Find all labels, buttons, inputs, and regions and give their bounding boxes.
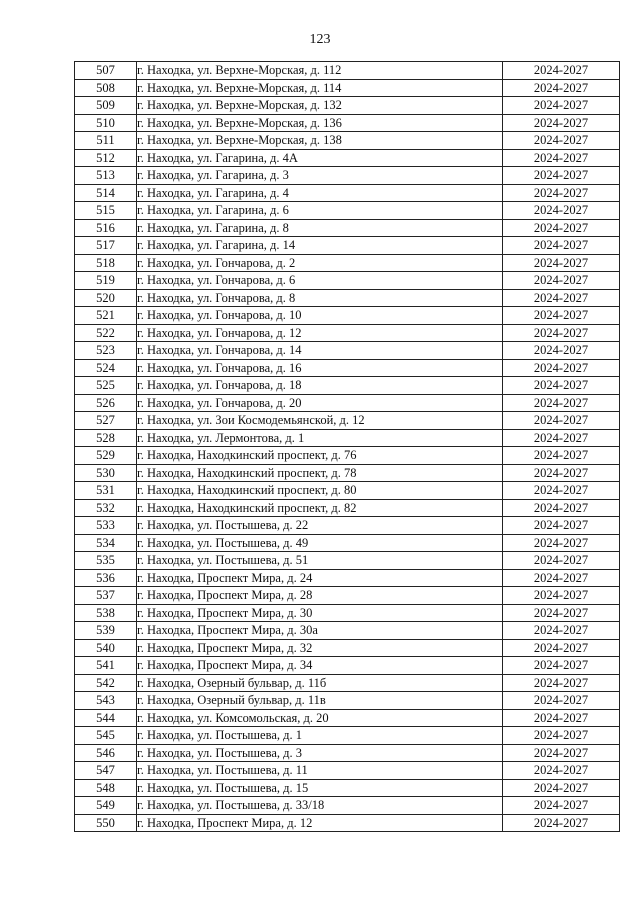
table-row [75,797,620,815]
period-cell: 2024-2027 [503,342,620,360]
period-cell: 2024-2027 [503,254,620,272]
address-cell: г. Находка, ул. Постышева, д. 51 [137,552,503,570]
table-row [75,552,620,570]
address-cell: г. Находка, ул. Комсомольская, д. 20 [137,709,503,727]
row-number-cell: 536 [75,569,137,587]
table-row [75,464,620,482]
period-cell: 2024-2027 [503,692,620,710]
row-number-cell: 528 [75,429,137,447]
period-cell: 2024-2027 [503,744,620,762]
address-cell: г. Находка, ул. Верхне-Морская, д. 138 [137,132,503,150]
row-number-cell: 533 [75,517,137,535]
address-cell: г. Находка, Проспект Мира, д. 24 [137,569,503,587]
row-number-cell: 511 [75,132,137,150]
row-number-cell: 510 [75,114,137,132]
table-row [75,149,620,167]
address-cell: г. Находка, ул. Постышева, д. 3 [137,744,503,762]
address-cell: г. Находка, ул. Гончарова, д. 12 [137,324,503,342]
period-cell: 2024-2027 [503,184,620,202]
row-number-cell: 539 [75,622,137,640]
period-cell: 2024-2027 [503,324,620,342]
address-cell: г. Находка, ул. Гончарова, д. 10 [137,307,503,325]
table-row [75,447,620,465]
address-cell: г. Находка, ул. Гагарина, д. 3 [137,167,503,185]
address-cell: г. Находка, Проспект Мира, д. 12 [137,814,503,832]
row-number-cell: 513 [75,167,137,185]
address-cell: г. Находка, ул. Гагарина, д. 8 [137,219,503,237]
period-cell: 2024-2027 [503,814,620,832]
row-number-cell: 516 [75,219,137,237]
period-cell: 2024-2027 [503,289,620,307]
table-row [75,202,620,220]
row-number-cell: 550 [75,814,137,832]
table-row [75,97,620,115]
address-cell: г. Находка, ул. Гончарова, д. 8 [137,289,503,307]
table-row [75,622,620,640]
address-cell: г. Находка, Проспект Мира, д. 32 [137,639,503,657]
row-number-cell: 514 [75,184,137,202]
period-cell: 2024-2027 [503,394,620,412]
address-cell: г. Находка, ул. Гагарина, д. 4 [137,184,503,202]
row-number-cell: 544 [75,709,137,727]
table-row [75,674,620,692]
period-cell: 2024-2027 [503,307,620,325]
period-cell: 2024-2027 [503,622,620,640]
period-cell: 2024-2027 [503,552,620,570]
row-number-cell: 532 [75,499,137,517]
table-row [75,569,620,587]
table-row [75,342,620,360]
address-cell: г. Находка, Проспект Мира, д. 30 [137,604,503,622]
period-cell: 2024-2027 [503,132,620,150]
period-cell: 2024-2027 [503,97,620,115]
period-cell: 2024-2027 [503,534,620,552]
table-row [75,377,620,395]
table-row [75,534,620,552]
row-number-cell: 534 [75,534,137,552]
period-cell: 2024-2027 [503,779,620,797]
table-row [75,62,620,80]
table-row [75,779,620,797]
row-number-cell: 519 [75,272,137,290]
period-cell: 2024-2027 [503,447,620,465]
row-number-cell: 541 [75,657,137,675]
row-number-cell: 546 [75,744,137,762]
address-cell: г. Находка, ул. Постышева, д. 49 [137,534,503,552]
period-cell: 2024-2027 [503,587,620,605]
table-row [75,482,620,500]
address-cell: г. Находка, ул. Гончарова, д. 6 [137,272,503,290]
row-number-cell: 531 [75,482,137,500]
period-cell: 2024-2027 [503,237,620,255]
row-number-cell: 525 [75,377,137,395]
row-number-cell: 515 [75,202,137,220]
table-row [75,394,620,412]
period-cell: 2024-2027 [503,219,620,237]
page-number: 123 [309,32,331,47]
period-cell: 2024-2027 [503,709,620,727]
table-row [75,639,620,657]
period-cell: 2024-2027 [503,499,620,517]
address-cell: г. Находка, ул. Зои Космодемьянской, д. 12 [137,412,503,430]
address-table-body [75,62,620,832]
table-row [75,237,620,255]
row-number-cell: 543 [75,692,137,710]
address-cell: г. Находка, ул. Гончарова, д. 16 [137,359,503,377]
row-number-cell: 529 [75,447,137,465]
row-number-cell: 549 [75,797,137,815]
address-cell: г. Находка, ул. Постышева, д. 33/18 [137,797,503,815]
period-cell: 2024-2027 [503,762,620,780]
row-number-cell: 518 [75,254,137,272]
period-cell: 2024-2027 [503,429,620,447]
period-cell: 2024-2027 [503,167,620,185]
row-number-cell: 521 [75,307,137,325]
table-row [75,744,620,762]
period-cell: 2024-2027 [503,359,620,377]
period-cell: 2024-2027 [503,79,620,97]
address-cell: г. Находка, ул. Гончарова, д. 14 [137,342,503,360]
address-cell: г. Находка, ул. Постышева, д. 22 [137,517,503,535]
table-row [75,727,620,745]
period-cell: 2024-2027 [503,797,620,815]
address-cell: г. Находка, Находкинский проспект, д. 78 [137,464,503,482]
period-cell: 2024-2027 [503,727,620,745]
address-cell: г. Находка, ул. Постышева, д. 11 [137,762,503,780]
address-cell: г. Находка, ул. Верхне-Морская, д. 114 [137,79,503,97]
period-cell: 2024-2027 [503,149,620,167]
address-cell: г. Находка, ул. Верхне-Морская, д. 132 [137,97,503,115]
table-row [75,324,620,342]
table-row [75,184,620,202]
row-number-cell: 524 [75,359,137,377]
table-row [75,167,620,185]
row-number-cell: 522 [75,324,137,342]
period-cell: 2024-2027 [503,604,620,622]
period-cell: 2024-2027 [503,114,620,132]
period-cell: 2024-2027 [503,517,620,535]
address-cell: г. Находка, ул. Гагарина, д. 4А [137,149,503,167]
table-row [75,307,620,325]
address-cell: г. Находка, ул. Гагарина, д. 14 [137,237,503,255]
row-number-cell: 526 [75,394,137,412]
table-row [75,517,620,535]
address-cell: г. Находка, ул. Гагарина, д. 6 [137,202,503,220]
period-cell: 2024-2027 [503,657,620,675]
address-cell: г. Находка, Находкинский проспект, д. 76 [137,447,503,465]
table-row [75,657,620,675]
period-cell: 2024-2027 [503,464,620,482]
row-number-cell: 547 [75,762,137,780]
address-cell: г. Находка, ул. Лермонтова, д. 1 [137,429,503,447]
row-number-cell: 535 [75,552,137,570]
table-row [75,429,620,447]
table-row [75,359,620,377]
address-cell: г. Находка, ул. Постышева, д. 1 [137,727,503,745]
row-number-cell: 512 [75,149,137,167]
row-number-cell: 527 [75,412,137,430]
table-row [75,762,620,780]
address-cell: г. Находка, Находкинский проспект, д. 80 [137,482,503,500]
row-number-cell: 509 [75,97,137,115]
row-number-cell: 545 [75,727,137,745]
period-cell: 2024-2027 [503,62,620,80]
row-number-cell: 548 [75,779,137,797]
period-cell: 2024-2027 [503,377,620,395]
table-row [75,219,620,237]
address-cell: г. Находка, Озерный бульвар, д. 11в [137,692,503,710]
address-cell: г. Находка, ул. Постышева, д. 15 [137,779,503,797]
address-cell: г. Находка, ул. Гончарова, д. 18 [137,377,503,395]
table-row [75,604,620,622]
table-row [75,79,620,97]
table-row [75,412,620,430]
table-row [75,272,620,290]
row-number-cell: 542 [75,674,137,692]
address-cell: г. Находка, Проспект Мира, д. 30а [137,622,503,640]
table-row [75,289,620,307]
address-cell: г. Находка, Проспект Мира, д. 34 [137,657,503,675]
table-row [75,499,620,517]
address-cell: г. Находка, Озерный бульвар, д. 11б [137,674,503,692]
table-row [75,114,620,132]
period-cell: 2024-2027 [503,482,620,500]
row-number-cell: 540 [75,639,137,657]
row-number-cell: 523 [75,342,137,360]
table-row [75,254,620,272]
period-cell: 2024-2027 [503,202,620,220]
row-number-cell: 520 [75,289,137,307]
period-cell: 2024-2027 [503,569,620,587]
period-cell: 2024-2027 [503,272,620,290]
row-number-cell: 517 [75,237,137,255]
period-cell: 2024-2027 [503,674,620,692]
address-table [74,61,620,832]
table-row [75,709,620,727]
row-number-cell: 508 [75,79,137,97]
address-cell: г. Находка, ул. Верхне-Морская, д. 136 [137,114,503,132]
table-row [75,692,620,710]
row-number-cell: 538 [75,604,137,622]
row-number-cell: 537 [75,587,137,605]
address-cell: г. Находка, Проспект Мира, д. 28 [137,587,503,605]
row-number-cell: 530 [75,464,137,482]
table-row [75,814,620,832]
period-cell: 2024-2027 [503,412,620,430]
address-cell: г. Находка, ул. Гончарова, д. 20 [137,394,503,412]
address-cell: г. Находка, ул. Гончарова, д. 2 [137,254,503,272]
row-number-cell: 507 [75,62,137,80]
address-cell: г. Находка, ул. Верхне-Морская, д. 112 [137,62,503,80]
table-row [75,587,620,605]
period-cell: 2024-2027 [503,639,620,657]
address-cell: г. Находка, Находкинский проспект, д. 82 [137,499,503,517]
table-row [75,132,620,150]
